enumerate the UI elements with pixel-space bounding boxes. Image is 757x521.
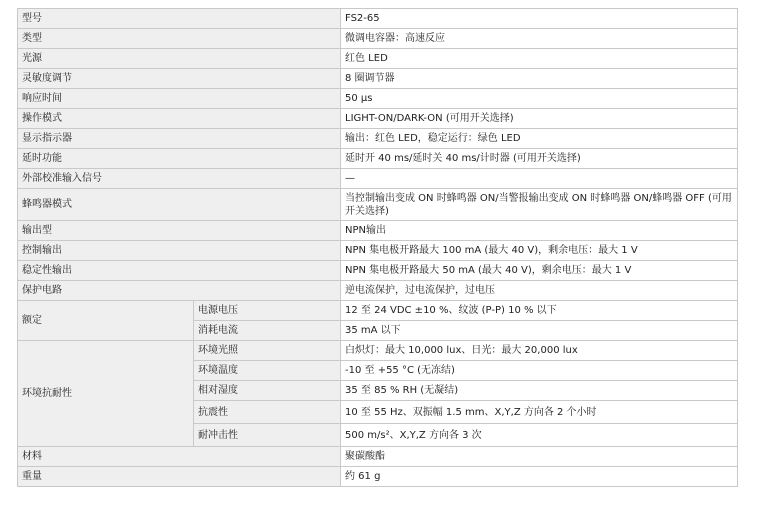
spec-table	[17, 8, 738, 487]
row-value: 红色 LED	[341, 49, 738, 69]
table-row	[18, 261, 738, 281]
row-value: 聚碳酸酯	[341, 447, 738, 467]
row-value: 12 至 24 VDC ±10 %、纹波 (P-P) 10 % 以下	[341, 301, 738, 321]
group-label-rating: 额定	[18, 301, 194, 341]
row-value: NPN输出	[341, 221, 738, 241]
row-value: 35 至 85 % RH (无凝结)	[341, 381, 738, 401]
row-value: 35 mA 以下	[341, 321, 738, 341]
row-label: 操作模式	[18, 109, 341, 129]
row-value: 输出：红色 LED，稳定运行：绿色 LED	[341, 129, 738, 149]
table-row	[18, 447, 738, 467]
table-row	[18, 301, 738, 321]
table-row	[18, 467, 738, 487]
sub-label: 电源电压	[194, 301, 341, 321]
row-label: 型号	[18, 9, 341, 29]
table-row	[18, 129, 738, 149]
table-row	[18, 69, 738, 89]
row-label: 响应时间	[18, 89, 341, 109]
row-label: 延时功能	[18, 149, 341, 169]
sub-label: 耐冲击性	[194, 424, 341, 447]
table-row	[18, 189, 738, 221]
table-row	[18, 241, 738, 261]
row-value: FS2-65	[341, 9, 738, 29]
row-value: 约 61 g	[341, 467, 738, 487]
table-row	[18, 221, 738, 241]
row-label: 材料	[18, 447, 341, 467]
table-row	[18, 49, 738, 69]
sub-label: 抗震性	[194, 401, 341, 424]
table-row	[18, 281, 738, 301]
table-row	[18, 109, 738, 129]
row-label: 类型	[18, 29, 341, 49]
row-value: LIGHT-ON/DARK-ON (可用开关选择)	[341, 109, 738, 129]
row-label: 重量	[18, 467, 341, 487]
table-row	[18, 169, 738, 189]
row-value: 逆电流保护，过电流保护，过电压	[341, 281, 738, 301]
sub-label: 环境光照	[194, 341, 341, 361]
row-label: 显示指示器	[18, 129, 341, 149]
table-row	[18, 149, 738, 169]
sub-label: 相对湿度	[194, 381, 341, 401]
row-value: 500 m/s²、X,Y,Z 方向各 3 次	[341, 424, 738, 447]
row-value: 50 µs	[341, 89, 738, 109]
row-label: 输出型	[18, 221, 341, 241]
row-label: 外部校准输入信号	[18, 169, 341, 189]
row-value: NPN 集电极开路最大 50 mA (最大 40 V)，剩余电压：最大 1 V	[341, 261, 738, 281]
row-value: 8 圈调节器	[341, 69, 738, 89]
row-value: 微调电容器：高速反应	[341, 29, 738, 49]
sub-label: 环境温度	[194, 361, 341, 381]
row-value: -10 至 +55 °C (无冻结)	[341, 361, 738, 381]
row-label: 控制输出	[18, 241, 341, 261]
row-value: NPN 集电极开路最大 100 mA (最大 40 V)，剩余电压：最大 1 V	[341, 241, 738, 261]
row-value: 10 至 55 Hz、双振幅 1.5 mm、X,Y,Z 方向各 2 个小时	[341, 401, 738, 424]
sub-label: 消耗电流	[194, 321, 341, 341]
row-value: 白炽灯：最大 10,000 lux、日光：最大 20,000 lux	[341, 341, 738, 361]
table-row	[18, 9, 738, 29]
table-row	[18, 29, 738, 49]
group-label-environment: 环境抗耐性	[18, 341, 194, 447]
row-label: 灵敏度调节	[18, 69, 341, 89]
row-value: 延时开 40 ms/延时关 40 ms/计时器 (可用开关选择)	[341, 149, 738, 169]
row-value: —	[341, 169, 738, 189]
table-row	[18, 341, 738, 361]
row-label: 蜂鸣器模式	[18, 189, 341, 221]
row-value: 当控制输出变成 ON 时蜂鸣器 ON/当警报输出变成 ON 时蜂鸣器 ON/蜂鸣器 OFF (可用开关选择)	[341, 189, 738, 221]
table-row	[18, 89, 738, 109]
row-label: 保护电路	[18, 281, 341, 301]
row-label: 稳定性输出	[18, 261, 341, 281]
row-label: 光源	[18, 49, 341, 69]
